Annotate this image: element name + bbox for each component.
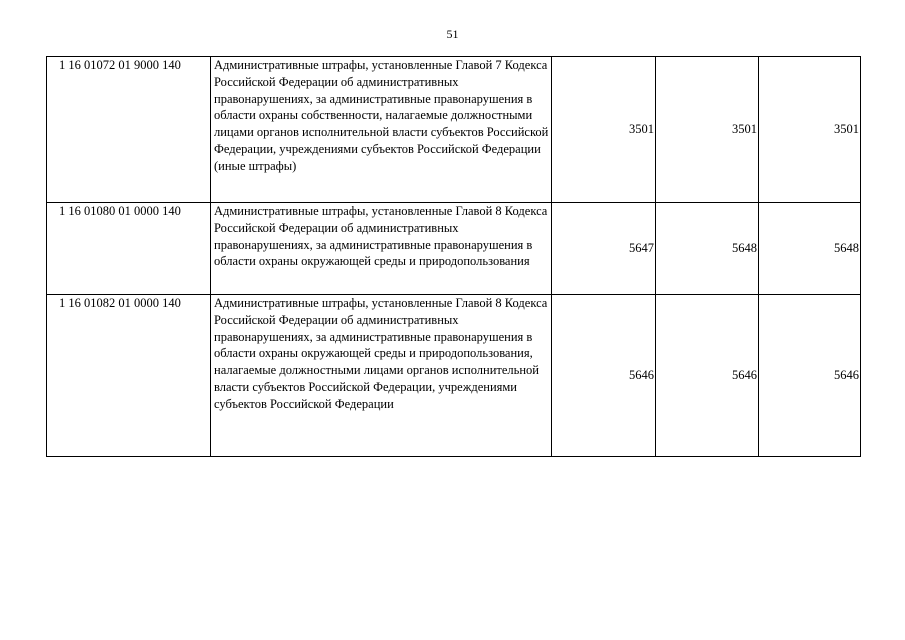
- amount-cell-year-1: 5646: [552, 295, 656, 457]
- description-cell: Административные штрафы, установленные Главой 8 Кодекса Российской Федерации об административных правонарушениях, за административные правонарушения в области охраны окружающей среды и природопользования, налагаемые должностными лицами органов исполнительной власти субъектов Российской Федерации, учреждениями субъектов Российской Федерации: [211, 295, 552, 457]
- amount-cell-year-2: 5646: [656, 295, 759, 457]
- table-row: [47, 295, 861, 457]
- description-cell: Административные штрафы, установленные Главой 8 Кодекса Российской Федерации об административных правонарушениях, за административные правонарушения в области охраны окружающей среды и природопользования: [211, 203, 552, 295]
- classification-code-cell: 1 16 01082 01 0000 140: [47, 295, 211, 457]
- table-row: [47, 57, 861, 203]
- amount-cell-year-3: 5648: [759, 203, 861, 295]
- classification-code-cell: 1 16 01072 01 9000 140: [47, 57, 211, 203]
- budget-revenue-table: [46, 56, 861, 457]
- amount-cell-year-3: 5646: [759, 295, 861, 457]
- amount-cell-year-2: 3501: [656, 57, 759, 203]
- amount-cell-year-1: 5647: [552, 203, 656, 295]
- table-row: [47, 203, 861, 295]
- description-cell: Административные штрафы, установленные Главой 7 Кодекса Российской Федерации об административных правонарушениях, за административные правонарушения в области охраны собственности, налагаемые должностными лицами органов исполнительной власти субъектов Российской Федерации, учреждениями субъектов Российской Федерации (иные штрафы): [211, 57, 552, 203]
- amount-cell-year-2: 5648: [656, 203, 759, 295]
- classification-code-cell: 1 16 01080 01 0000 140: [47, 203, 211, 295]
- amount-cell-year-1: 3501: [552, 57, 656, 203]
- amount-cell-year-3: 3501: [759, 57, 861, 203]
- page-number: 51: [446, 27, 459, 41]
